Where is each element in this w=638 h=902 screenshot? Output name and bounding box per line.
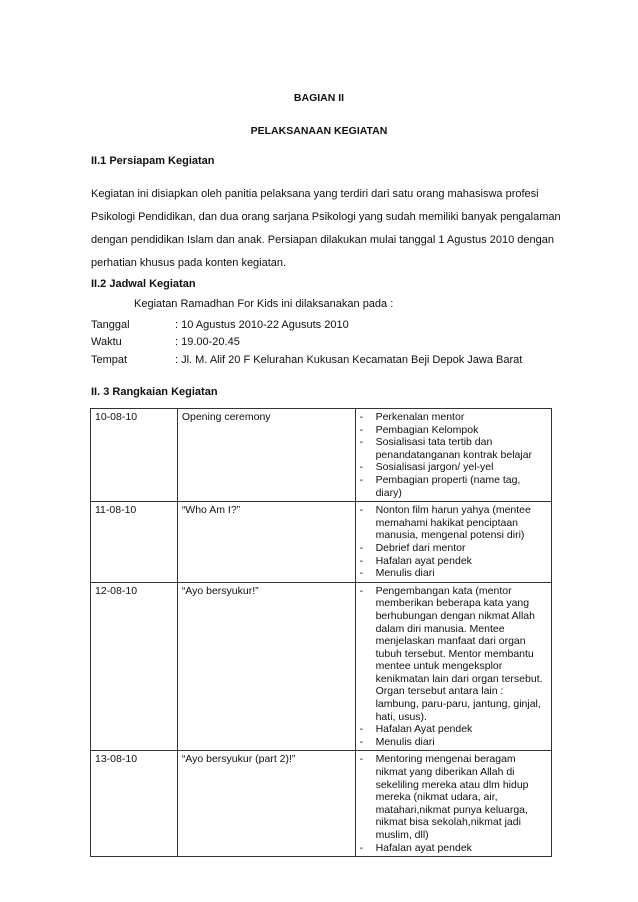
list-item [360, 461, 547, 474]
activity-name: “Who Am I?” [177, 502, 355, 583]
list-item [360, 736, 547, 749]
paragraph-line: perhatian khusus pada konten kegiatan. [91, 257, 287, 269]
list-item [360, 474, 547, 499]
dash-bullet: - [359, 461, 364, 474]
list-item-text: Menulis diari [375, 567, 435, 580]
activity-name: “Ayo bersyukur!” [177, 582, 355, 751]
dash-bullet: - [359, 423, 364, 436]
list-item-text: Menulis diari [375, 735, 435, 748]
list-item [360, 542, 547, 555]
dash-bullet: - [359, 584, 364, 597]
activity-items [355, 751, 551, 857]
activity-items [355, 582, 551, 751]
activity-date: 13-08-10 [91, 751, 178, 857]
table-row [91, 502, 552, 583]
list-item [360, 504, 547, 542]
list-item [360, 585, 547, 724]
heading-persiapan: II.1 Persiapam Kegiatan [91, 155, 215, 167]
schedule-label: Tempat [91, 354, 128, 366]
list-item-text: Nonton film harun yahya (mentee memahami hakikat penciptaan manusia, mengenal potensi diri) [375, 504, 531, 542]
section-title: BAGIAN II [293, 92, 345, 104]
list-item [360, 842, 547, 855]
activity-date: 10-08-10 [91, 409, 178, 502]
list-item [360, 567, 547, 580]
list-item [360, 723, 547, 736]
list-item-text: Pembagian properti (name tag, diary) [375, 473, 521, 499]
dash-bullet: - [359, 723, 364, 736]
activity-items [355, 502, 551, 583]
table-row [91, 751, 552, 857]
activity-date: 11-08-10 [91, 502, 178, 583]
dash-bullet: - [359, 554, 364, 567]
list-item-text: Pembagian Kelompok [375, 423, 479, 436]
paragraph-line: Psikologi Pendidikan, dan dua orang sarjana Psikologi yang sudah memiliki banyak pengalaman [91, 211, 561, 223]
dash-bullet: - [359, 841, 364, 854]
section-subtitle: PELAKSANAAN KEGIATAN [250, 125, 388, 137]
list-item-text: Hafalan ayat pendek [375, 554, 472, 567]
list-item-text: Perkenalan mentor [375, 411, 465, 423]
paragraph-line: dengan pendidikan Islam dan anak. Persiapan dilakukan mulai tanggal 1 Agustus 2010 dengan [91, 234, 554, 246]
list-item-text: Sosialisasi tata tertib dan penandatanganan kontrak belajar [375, 436, 533, 461]
list-item-text: Sosialisasi jargon/ yel-yel [375, 461, 494, 474]
jadwal-intro: Kegiatan Ramadhan For Kids ini dilaksanakan pada : [134, 298, 394, 310]
list-item-text: Mentoring mengenai beragam nikmat yang diberikan Allah di sekeliling mereka atau dlm hidup mereka (nikmat udara, air, matahari,nikmat punya keluarga, nikmat bisa sekolah,nikmat jadi muslim, dll) [375, 753, 529, 841]
paragraph-persiapan [91, 183, 561, 275]
dash-bullet: - [359, 504, 364, 517]
list-item-text: Debrief dari mentor [375, 541, 466, 554]
heading-jadwal: II.2 Jadwal Kegiatan [91, 278, 196, 290]
dash-bullet: - [359, 541, 364, 554]
activity-items [355, 409, 551, 502]
activity-name: “Ayo bersyukur (part 2)!” [177, 751, 355, 857]
schedule-value: : 10 Agustus 2010-22 Agusuts 2010 [175, 319, 349, 331]
paragraph-line: Kegiatan ini disiapkan oleh panitia pelaksana yang terdiri dari satu orang mahasiswa profesi [91, 188, 539, 200]
list-item [360, 436, 547, 461]
table-row [91, 409, 552, 502]
list-item [360, 411, 547, 424]
activity-name: Opening ceremony [177, 409, 355, 502]
table-row [91, 582, 552, 751]
list-item [360, 555, 547, 568]
list-item-text: Pengembangan kata (mentor memberikan beberapa kata yang berhubungan dengan nikmat Allah dalam diri manusia. Mentee menjelaskan manfaat dari organ tubuh tersebut. Mentor membantu mentee untuk mengeksplor kenikmatan lain dari organ tersebut. Organ tersebut antara lain : lambung, paru-paru, jantung, ginjal, hati, usus). [375, 584, 543, 723]
dash-bullet: - [359, 411, 364, 423]
schedule-label: Waktu [91, 336, 122, 348]
activity-date: 12-08-10 [91, 582, 178, 751]
schedule-value: : Jl. M. Alif 20 F Kelurahan Kukusan Kecamatan Beji Depok Jawa Barat [175, 354, 523, 366]
dash-bullet: - [359, 753, 364, 766]
list-item-text: Hafalan ayat pendek [375, 841, 472, 854]
schedule-value: : 19.00-20.45 [175, 336, 240, 348]
schedule-label: Tanggal [91, 319, 130, 331]
dash-bullet: - [359, 567, 364, 580]
dash-bullet: - [359, 735, 364, 748]
list-item [360, 753, 547, 841]
list-item-text: Hafalan Ayat pendek [375, 723, 473, 736]
dash-bullet: - [359, 473, 364, 486]
dash-bullet: - [359, 436, 364, 449]
list-item [360, 424, 547, 437]
heading-rangkaian: II. 3 Rangkaian Kegiatan [91, 386, 218, 398]
activity-table [90, 408, 552, 857]
